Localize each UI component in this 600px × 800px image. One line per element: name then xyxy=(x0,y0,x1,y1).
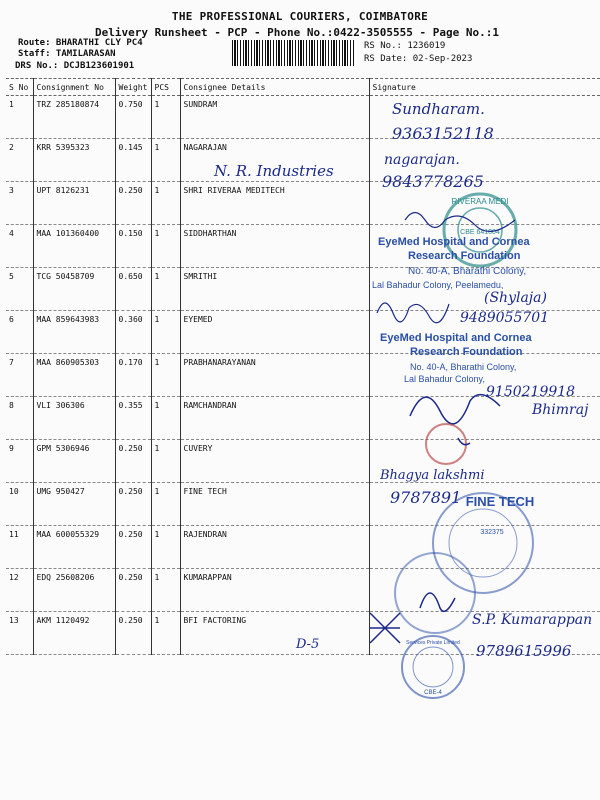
staff-label: Staff: TAMILARASAN xyxy=(18,49,116,59)
row-consignment-no: AKM 1120492 xyxy=(33,612,115,655)
row-consignee: SUNDRAM xyxy=(180,96,369,139)
fin-sales-stamp xyxy=(398,632,468,702)
finetech-stamp-text: FINE TECH xyxy=(465,494,535,509)
signature-r2-phone: 9843778265 xyxy=(382,172,484,191)
row-consignee: EYEMED xyxy=(180,311,369,354)
riveraa-stamp-text: RIVERAA MEDI xyxy=(451,197,509,206)
row-weight: 0.250 xyxy=(115,612,151,655)
row-sno: 5 xyxy=(6,268,33,311)
row-pcs: 1 xyxy=(151,182,180,225)
fin-sales-stamp-text: Services Private Limited xyxy=(406,640,460,646)
note-r2-company: N. R. Industries xyxy=(214,162,334,180)
row-weight: 0.360 xyxy=(115,311,151,354)
signature-r7-phone: 9150219918 xyxy=(486,384,576,400)
table-header-row xyxy=(6,79,600,96)
eyemed-stamp-1-line2: Research Foundation xyxy=(408,250,521,262)
signature-r5-phone: 9489055701 xyxy=(460,310,550,326)
row-consignee: SHRI RIVERAA MEDITECH xyxy=(180,182,369,225)
row-sno: 11 xyxy=(6,526,33,569)
row-weight: 0.250 xyxy=(115,483,151,526)
row-consignment-no: KRR 5395323 xyxy=(33,139,115,182)
row-consignment-no: VLI 306306 xyxy=(33,397,115,440)
row-consignment-no: TCG 50458709 xyxy=(33,268,115,311)
row-sno: 2 xyxy=(6,139,33,182)
row-consignee: SMRITHI xyxy=(180,268,369,311)
row-consignment-no: UMG 950427 xyxy=(33,483,115,526)
row-pcs: 1 xyxy=(151,483,180,526)
row-weight: 0.750 xyxy=(115,96,151,139)
row-sno: 8 xyxy=(6,397,33,440)
row-sno: 1 xyxy=(6,96,33,139)
fin-sales-stamp-sub: CBE-4 xyxy=(424,690,442,696)
col-sno: S No xyxy=(6,79,33,96)
row-pcs: 1 xyxy=(151,397,180,440)
row-consignment-no: UPT 8126231 xyxy=(33,182,115,225)
row-consignee: BFI FACTORING xyxy=(180,612,369,655)
riveraa-stamp-sub: CBE 641004 xyxy=(460,229,500,236)
row-weight: 0.170 xyxy=(115,354,151,397)
eyemed-stamp-2-line3: No. 40-A, Bharathi Colony, xyxy=(410,362,517,372)
eyemed-stamp-2-line1: EyeMed Hospital and Cornea xyxy=(380,332,532,344)
row-consignee: CUVERY xyxy=(180,440,369,483)
eyemed-stamp-2-line4: Lal Bahadur Colony, xyxy=(404,374,485,384)
row-pcs: 1 xyxy=(151,569,180,612)
signature-r5-name: (Shylaja) xyxy=(484,290,547,306)
row-pcs: 1 xyxy=(151,139,180,182)
signature-r12-phone: 9789615996 xyxy=(476,642,572,660)
row-weight: 0.250 xyxy=(115,440,151,483)
row-sno: 4 xyxy=(6,225,33,268)
courier-title: THE PROFESSIONAL COURIERS, COIMBATORE xyxy=(171,10,429,23)
barcode xyxy=(232,40,354,66)
col-signature: Signature xyxy=(369,79,600,96)
row-consignee: NAGARAJAN xyxy=(180,139,369,182)
row-weight: 0.250 xyxy=(115,182,151,225)
table-row xyxy=(6,440,600,483)
row-consignment-no: TRZ 285180874 xyxy=(33,96,115,139)
row-consignee: PRABHANARAYANAN xyxy=(180,354,369,397)
row-sno: 12 xyxy=(6,569,33,612)
signature-r2-name: nagarajan. xyxy=(384,152,460,168)
signature-r3-scribble xyxy=(400,200,550,240)
note-r13: D-5 xyxy=(296,637,320,652)
signature-r9-phone: 9787891 xyxy=(390,488,462,507)
row-pcs: 1 xyxy=(151,96,180,139)
signature-r1-phone: 9363152118 xyxy=(392,124,494,143)
eyemed-stamp-1-line1: EyeMed Hospital and Cornea xyxy=(378,236,530,248)
rs-number: RS No.: 1236019 xyxy=(364,41,446,51)
row-consignee: SIDDHARTHAN xyxy=(180,225,369,268)
col-consignment: Consignment No xyxy=(33,79,115,96)
eyemed-stamp-1-line3: No. 40-A, Bharathi Colony, xyxy=(408,266,527,277)
row-sno: 3 xyxy=(6,182,33,225)
rs-date: RS Date: 02-Sep-2023 xyxy=(364,54,473,64)
row-pcs: 1 xyxy=(151,526,180,569)
row-pcs: 1 xyxy=(151,311,180,354)
r8-seal xyxy=(420,418,480,468)
eyemed-stamp-2-line2: Research Foundation xyxy=(410,346,523,358)
row-sno: 10 xyxy=(6,483,33,526)
signature-r12-name: S.P. Kumarappan xyxy=(472,612,593,628)
col-consignee: Consignee Details xyxy=(180,79,369,96)
col-pcs: PCS xyxy=(151,79,180,96)
row-consignment-no: MAA 859643983 xyxy=(33,311,115,354)
signature-r7-name: Bhimraj xyxy=(532,402,589,418)
row-weight: 0.145 xyxy=(115,139,151,182)
row-consignment-no: GPM 5306946 xyxy=(33,440,115,483)
row-consignment-no: MAA 101360400 xyxy=(33,225,115,268)
row-sno: 7 xyxy=(6,354,33,397)
row-consignment-no: MAA 860905303 xyxy=(33,354,115,397)
route-label: Route: BHARATHI CLY PC4 xyxy=(18,38,143,48)
finetech-stamp-num: 332375 xyxy=(480,529,504,536)
row-weight: 0.250 xyxy=(115,569,151,612)
row-sno: 6 xyxy=(6,311,33,354)
row-sno: 9 xyxy=(6,440,33,483)
signature-r1-name: Sundharam. xyxy=(392,100,485,118)
row-weight: 0.650 xyxy=(115,268,151,311)
runsheet-subtitle: Delivery Runsheet - PCP - Phone No.:0422-3505555 - Page No.:1 xyxy=(95,26,499,39)
row-pcs: 1 xyxy=(151,440,180,483)
row-weight: 0.355 xyxy=(115,397,151,440)
eyemed-stamp-1-line4: Lal Bahadur Colony, Peelamedu, xyxy=(372,280,504,290)
row-consignment-no: MAA 600055329 xyxy=(33,526,115,569)
row-consignee: KUMARAPPAN xyxy=(180,569,369,612)
signature-r9-name: Bhagya lakshmi xyxy=(380,468,485,483)
row-consignee: FINE TECH xyxy=(180,483,369,526)
row-weight: 0.150 xyxy=(115,225,151,268)
drs-number: DRS No.: DCJB123601901 xyxy=(15,61,135,71)
row-sno: 13 xyxy=(6,612,33,655)
row-consignment-no: EDQ 25608206 xyxy=(33,569,115,612)
row-consignee: RAJENDRAN xyxy=(180,526,369,569)
row-pcs: 1 xyxy=(151,268,180,311)
row-pcs: 1 xyxy=(151,354,180,397)
row-pcs: 1 xyxy=(151,612,180,655)
table-row xyxy=(6,96,600,139)
signature-r5-scribble xyxy=(372,288,452,328)
row-weight: 0.250 xyxy=(115,526,151,569)
row-consignee: RAMCHANDRAN xyxy=(180,397,369,440)
row-pcs: 1 xyxy=(151,225,180,268)
col-weight: Weight xyxy=(115,79,151,96)
